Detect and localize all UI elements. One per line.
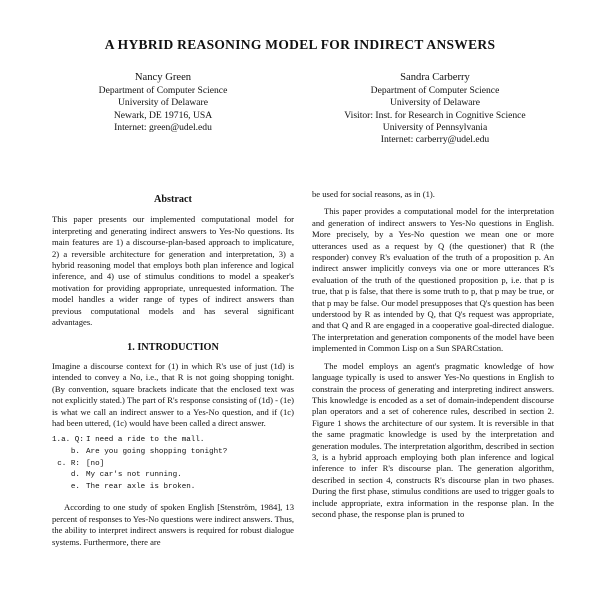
dialogue-label: c. R: [57, 459, 80, 468]
right-paragraph-1: This paper provides a computational model for the interpretation and generation of indirect answers to Yes-No questions in English. More precisely, by a Yes-No question we mean one or more utterances used as a request by Q (the questioner) that R (the responder) convey R's evaluation of the truth of a proposition p. An indirect answer implicitly conveys via one or more utterances R's evaluation of the truth of the questioned proposition p, i.e. that p is true, that p is false, that there is some truth to p, that p may be true, or that p may be false. Our model presupposes that Q's question has been understood by R as intended by Q, that Q's request was appropriate, and that Q and R are engaged in a cooperative goal-directed dialogue. The interpretation and generation components of the model have been implemented in Common Lisp on a Sun SPARCstation. [312, 206, 554, 354]
author-affiliation-line: Department of Computer Science [98, 85, 228, 97]
dialogue-line [52, 459, 294, 471]
example-dialogue [52, 435, 294, 493]
author-name: Sandra Carberry [400, 72, 470, 83]
dialogue-text: I need a ride to the mall. [86, 436, 205, 445]
author-block-green [38, 72, 288, 134]
author-affiliation-line: University of Delaware [117, 97, 209, 109]
dialogue-label: b. [70, 447, 80, 456]
abstract-heading: Abstract [154, 194, 192, 205]
author-affiliation-line: University of Delaware [389, 97, 481, 109]
right-paragraph-2: The model employs an agent's pragmatic knowledge of how language typically is used to answer Yes-No questions in English to constrain the process of generating and interpreting indirect answers. This knowledge is encoded as a set of domain-independent discourse plan operators and a set of coherence rules, described in section 2. Figure 1 shows the architecture of our system. It is reversible in that the same pragmatic knowledge is used by the interpretation and generation modules. The interpretation algorithm, described in section 3, is a hybrid approach employing both plan inference and logical inference to infer R's discourse plan. The generation algorithm, described in section 4, constructs R's discourse plan in two phases. During the first phase, stimulus conditions are used to trigger goals to include appropriate, extra information in the response plan. In the second phase, the response plan is pruned to [312, 360, 554, 519]
author-affiliation-line: Visitor: Inst. for Research in Cognitive Science [344, 109, 526, 121]
dialogue-text: [no] [86, 459, 105, 468]
dialogue-label: 1.a. Q: [52, 436, 84, 445]
abstract-text: This paper presents our implemented computational model for interpreting and generating indirect answers to Yes-No questions. Its main features are 1) a discourse-plan-based approach to implicature, 2) a reversible architecture for generation and interpretation, 3) a hybrid reasoning model that employs both plan inference and logical inference, and 4) use of stimulus conditions to model a speaker's motivation for providing appropriate, unrequested information. The model handles a wider range of types of indirect answers than previous computational models and has several significant advantages. [52, 214, 294, 328]
intro-paragraph-1: Imagine a discourse context for (1) in which R's use of just (1d) is intended to convey a No, i.e., that R is not going shopping tonight. (By convention, square brackets indicate that the enclosed text was not explicitly stated.) The part of R's response consisting of (1d) - (1e) is what we call an indirect answer to a Yes-No question, and if (1c) had been uttered, (1c) would have been called a direct answer. [52, 360, 294, 428]
author-block-carberry [300, 72, 570, 146]
paper-title: A HYBRID REASONING MODEL FOR INDIRECT ANSWERS [104, 37, 496, 52]
author-affiliation-line: Newark, DE 19716, USA [113, 109, 213, 121]
right-paragraph-0: be used for social reasons, as in (1). [312, 189, 435, 199]
author-name: Nancy Green [134, 72, 192, 83]
section-heading-introduction: 1. INTRODUCTION [127, 342, 219, 354]
dialogue-text: Are you going shopping tonight? [86, 447, 228, 456]
right-column [312, 189, 554, 520]
author-affiliation-line: University of Pennsylvania [382, 121, 488, 133]
intro-paragraph-2: According to one study of spoken English [Stenström, 1984], 13 percent of responses to Yes-No questions were indirect answers. Thus, the ability to interpret indirect answers is required for robust dialogue systems. Furthermore, there are [52, 502, 294, 547]
dialogue-label: e. [70, 482, 80, 491]
dialogue-line [52, 482, 294, 494]
dialogue-text: My car's not running. [86, 471, 182, 480]
left-column [52, 188, 294, 548]
dialogue-line [52, 470, 294, 482]
author-email: Internet: carberry@udel.edu [380, 134, 490, 146]
dialogue-line [52, 447, 294, 459]
dialogue-text: The rear axle is broken. [86, 482, 196, 491]
dialogue-label: d. [70, 471, 80, 480]
author-email: Internet: green@udel.edu [114, 121, 212, 133]
author-affiliation-line: Department of Computer Science [370, 85, 500, 97]
dialogue-line [52, 435, 294, 447]
